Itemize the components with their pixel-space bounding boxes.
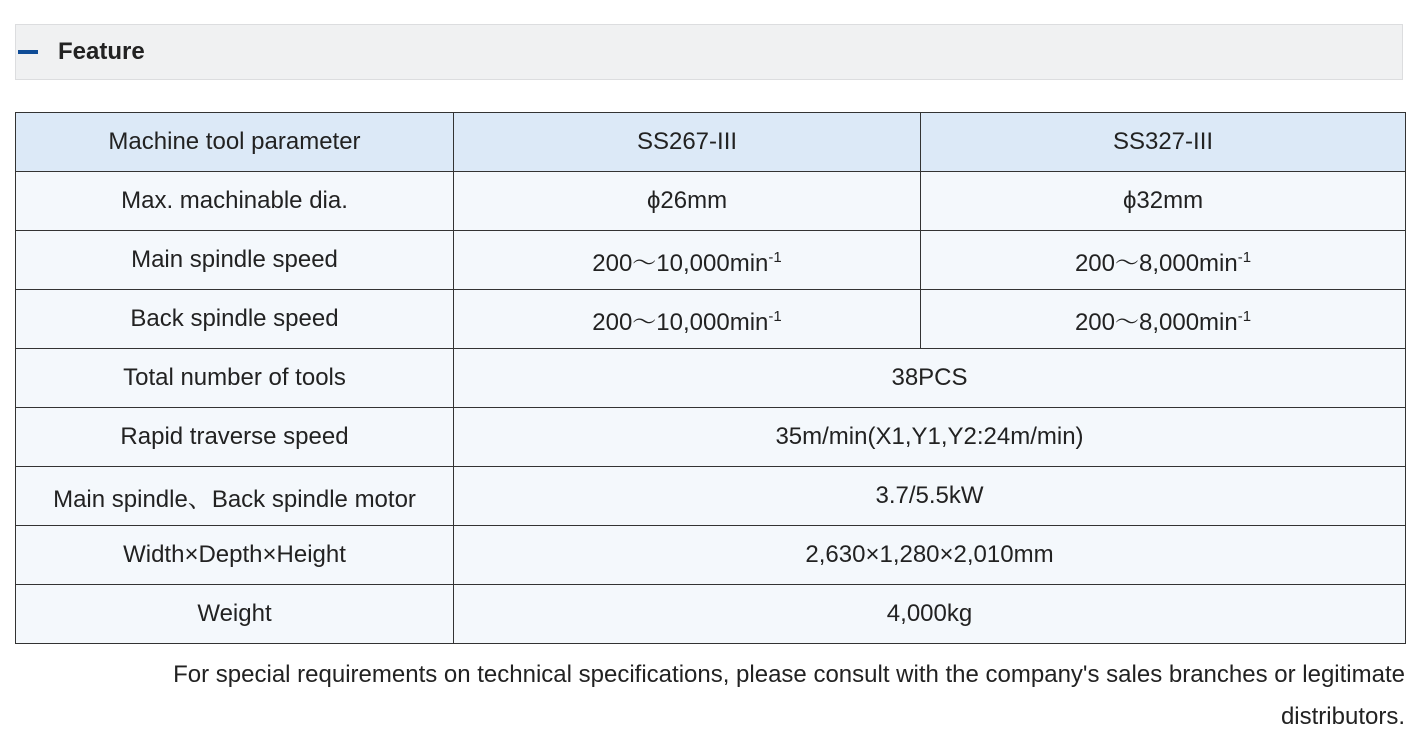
table-row [16,585,1406,644]
table-row [16,349,1406,408]
cell-value: 200～8,000min [1074,249,1238,277]
cell-exponent: -1 [1237,248,1252,266]
footnote: For special requirements on technical specifications, please consult with the company's sales branches or legitimate distributors. [173,661,1405,730]
cell-ss327: ϕ32mm [921,172,1406,231]
row-label: Rapid traverse speed [16,408,454,467]
cell-value: 200～10,000min [592,249,769,277]
spec-table [15,112,1406,644]
cell-shared: 2,630×1,280×2,010mm [454,526,1406,585]
column-header-ss267: SS267-III [454,113,921,172]
table-row [16,290,1406,349]
column-header-ss327: SS327-III [921,113,1406,172]
row-label: Width×Depth×Height [16,526,454,585]
column-header-parameter: Machine tool parameter [16,113,454,172]
cell-shared: 3.7/5.5kW [454,467,1406,526]
row-label: Main spindle speed [16,231,454,290]
cell-ss267 [454,290,921,349]
table-row [16,467,1406,526]
table-row [16,231,1406,290]
feature-section-header[interactable] [15,24,1403,80]
table-row [16,408,1406,467]
cell-exponent: -1 [1237,307,1252,325]
cell-value: 200～10,000min [592,308,769,336]
minus-icon[interactable] [18,50,38,54]
cell-shared: 35m/min(X1,Y1,Y2:24m/min) [454,408,1406,467]
cell-shared: 38PCS [454,349,1406,408]
table-header-row [16,113,1406,172]
row-label: Total number of tools [16,349,454,408]
row-label: Main spindle、Back spindle motor [16,467,454,526]
row-label: Max. machinable dia. [16,172,454,231]
section-title: Feature [58,38,145,65]
cell-exponent: -1 [768,248,782,266]
cell-ss327 [921,231,1406,290]
cell-ss327 [921,290,1406,349]
table-row [16,526,1406,585]
cell-value: 200～8,000min [1074,308,1238,336]
row-label: Weight [16,585,454,644]
table-row [16,172,1406,231]
cell-ss267 [454,231,921,290]
cell-shared: 4,000kg [454,585,1406,644]
row-label: Back spindle speed [16,290,454,349]
cell-ss267: ϕ26mm [454,172,921,231]
cell-exponent: -1 [768,307,782,325]
